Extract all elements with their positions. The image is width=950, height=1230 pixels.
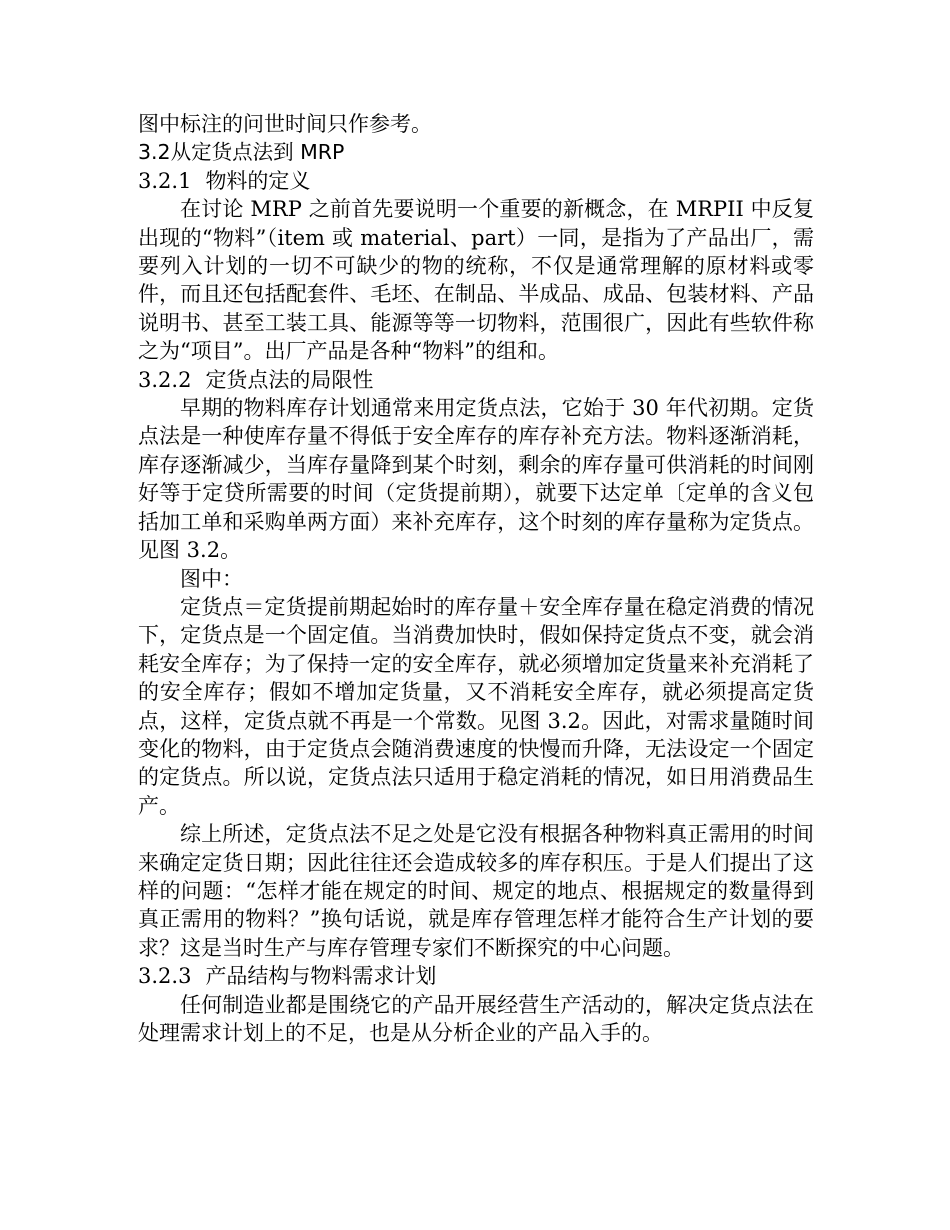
subsection-title: 物料的定义 [205,168,311,193]
subsection-heading-3-2-2 [138,366,814,394]
subsection-title: 产品结构与物料需求计划 [205,964,437,989]
paragraph-reorder-point-method: 早期的物料库存计划通常来用定货点法，它始于 30 年代初期。定货点法是一种使库存量不得低于安全库存的库存补充方法。物料逐渐消耗，库存逐渐减少，当库存量降到某个时刻，剩余的库存量可供消耗的时间刚好等于定贷所需要的时间（定货提前期），就要下达定单〔定单的含义包括加工单和采购单两方面）来补充库存，这个时刻的库存量称为定货点。见图 3.2。 [138,396,814,563]
section-title: 3.2从定货点法到 MRP [138,140,345,165]
subsection-number: 3.2.2 [138,367,192,392]
paragraph-figure-note: 图中： [180,566,243,591]
subsection-title: 定货点法的局限性 [205,367,374,392]
document-page [138,110,814,1047]
paragraph-reorder-point-formula: 定货点＝定货提前期起始时的库存量＋安全库存量在稳定消费的情况下，定货点是一个固定值。当消费加快时，假如保持定货点不变，就会消耗安全库存；为了保持一定的安全库存，就必须增加定货量来补充消耗了的安全库存；假如不增加定货量，又不消耗安全库存，就必须提高定货点，这样，定货点就不再是一个常数。见图 3.2。因此，对需求量随时间变化的物料，由于定货点会随消费速度的快慢而升降，无法设定一个固定的定货点。所以说，定货点法只适用于稳定消耗的情况，如日用消费品生产。 [138,594,814,818]
subsection-heading-3-2-1 [138,167,814,195]
subsection-number: 3.2.1 [138,168,192,193]
paragraph-material-definition: 在讨论 MRP 之前首先要说明一个重要的新概念，在 MRPII 中反复出现的“物料”（item 或 material、part）一同，是指为了产品出厂，需要列入计划的一切不可缺少的物的统称，不仅是通常理解的原材料或零件，而且还包括配套件、毛坯、在制品、半成品、成品、包装材料、产品说明书、甚至工装工具、能源等等一切物料，范围很广，因此有些软件称之为“项目”。出厂产品是各种“物料”的组和。 [138,197,814,364]
paragraph-summary: 综上所述，定货点法不足之处是它没有根据各种物料真正需用的时间来确定定货日期；因此往往还会造成较多的库存积压。于是人们提出了这样的问题：“怎样才能在规定的时间、规定的地点、根据规定的数量得到真正需用的物料？”换句话说，就是库存管理怎样才能符合生产计划的要求？这是当时生产与库存管理专家们不断探究的中心问题。 [138,822,814,960]
paragraph-product-structure: 任何制造业都是围绕它的产品开展经营生产活动的，解决定货点法在处理需求计划上的不足，也是从分析企业的产品入手的。 [138,992,814,1045]
subsection-number: 3.2.3 [138,964,192,989]
subsection-heading-3-2-3 [138,962,814,990]
intro-line: 图中标注的问世时间只作参考。 [138,112,432,136]
